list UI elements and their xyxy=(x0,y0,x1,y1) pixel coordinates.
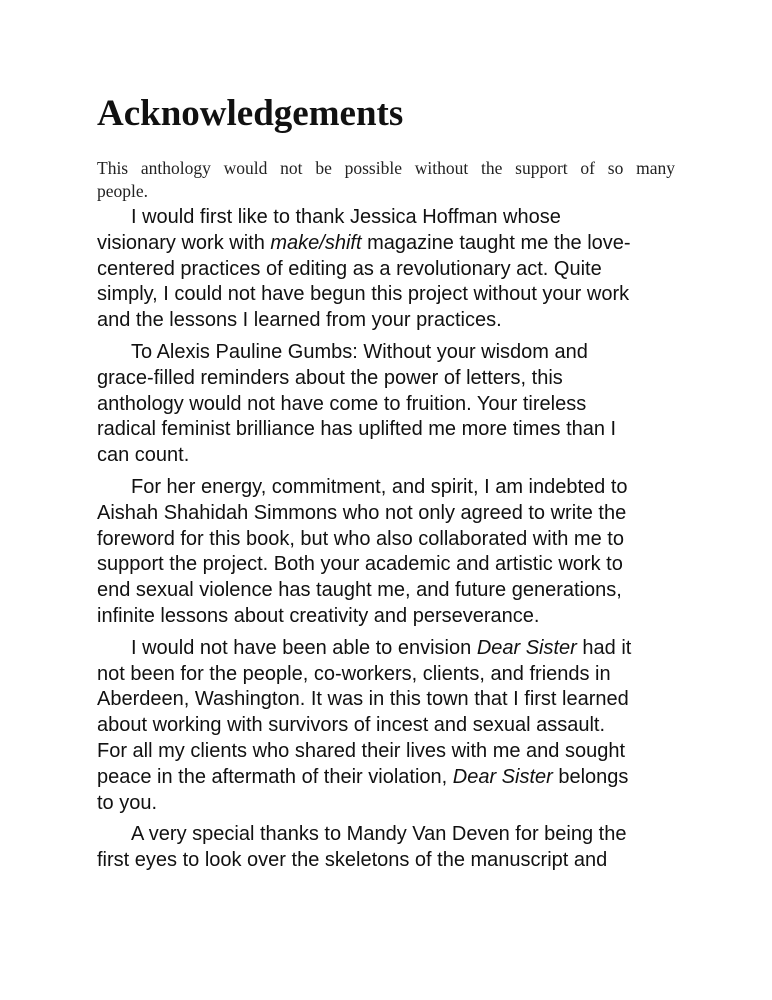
page-title: Acknowledgements xyxy=(97,93,404,134)
text-run: For all my clients who shared their lives with me and sought xyxy=(97,739,626,762)
text-run: simply, I could not have begun this project without your work xyxy=(97,283,630,306)
text-line xyxy=(97,604,675,630)
text-line xyxy=(97,848,675,874)
text-run: and the lessons I learned from your practices. xyxy=(97,309,502,332)
italic-title: make/shift xyxy=(270,231,362,254)
text-line xyxy=(97,340,675,366)
text-run: can count. xyxy=(97,444,190,467)
body-paragraph xyxy=(97,636,675,817)
text-run: to you. xyxy=(97,791,158,814)
italic-title: Dear Sister xyxy=(452,765,553,788)
body-text xyxy=(97,205,675,880)
italic-title: Dear Sister xyxy=(476,636,577,659)
text-run: I would not have been able to envision xyxy=(131,636,477,659)
text-line xyxy=(97,552,675,578)
text-line xyxy=(97,417,675,443)
text-line xyxy=(97,765,675,791)
text-run: A very special thanks to Mandy Van Deven for being the xyxy=(131,823,627,846)
text-run: about working with survivors of incest and sexual assault. xyxy=(97,714,606,737)
text-line xyxy=(97,822,675,848)
intro-line: This anthology would not be possible without the support of so many xyxy=(97,158,675,178)
text-run: To Alexis Pauline Gumbs: Without your wisdom and xyxy=(131,340,588,363)
body-paragraph xyxy=(97,205,675,334)
text-line xyxy=(97,636,675,662)
text-line xyxy=(97,366,675,392)
text-run: radical feminist brilliance has uplifted me more times than I xyxy=(97,418,617,441)
body-paragraph xyxy=(97,340,675,469)
text-line xyxy=(97,501,675,527)
text-line xyxy=(97,205,675,231)
text-run: infinite lessons about creativity and perseverance. xyxy=(97,604,540,627)
text-run: had it xyxy=(576,636,632,659)
text-line xyxy=(97,282,675,308)
text-run: not been for the people, co-workers, clients, and friends in xyxy=(97,662,611,685)
text-run: centered practices of editing as a revolutionary act. Quite xyxy=(97,257,602,280)
text-line xyxy=(97,662,675,688)
text-line xyxy=(97,231,675,257)
text-run: Aberdeen, Washington. It was in this town that I first learned xyxy=(97,688,629,711)
text-line xyxy=(97,392,675,418)
text-run: end sexual violence has taught me, and future generations, xyxy=(97,579,622,602)
text-line xyxy=(97,475,675,501)
text-run: belongs xyxy=(552,765,629,788)
text-run: For her energy, commitment, and spirit, I am indebted to xyxy=(131,475,628,498)
text-line xyxy=(97,791,675,817)
text-line xyxy=(97,527,675,553)
body-paragraph xyxy=(97,475,675,630)
text-line xyxy=(97,257,675,283)
text-line xyxy=(97,443,675,469)
text-run: Aishah Shahidah Simmons who not only agreed to write the xyxy=(97,501,627,524)
text-run: peace in the aftermath of their violation, xyxy=(97,765,453,788)
intro-paragraph xyxy=(97,157,675,203)
text-line xyxy=(97,308,675,334)
text-run: visionary work with xyxy=(97,231,271,254)
body-paragraph xyxy=(97,822,675,874)
text-line xyxy=(97,578,675,604)
text-line xyxy=(97,739,675,765)
text-run: magazine taught me the love- xyxy=(361,231,631,254)
text-run: first eyes to look over the skeletons of the manuscript and xyxy=(97,849,608,872)
text-run: foreword for this book, but who also collaborated with me to xyxy=(97,527,624,550)
text-line xyxy=(97,713,675,739)
text-run: I would first like to thank Jessica Hoffman whose xyxy=(131,206,561,228)
text-run: support the project. Both your academic and artistic work to xyxy=(97,553,623,576)
text-run: grace-filled reminders about the power of letters, this xyxy=(97,366,563,389)
text-run: anthology would not have come to fruition. Your tireless xyxy=(97,392,587,415)
text-line xyxy=(97,687,675,713)
intro-line: people. xyxy=(97,181,149,201)
